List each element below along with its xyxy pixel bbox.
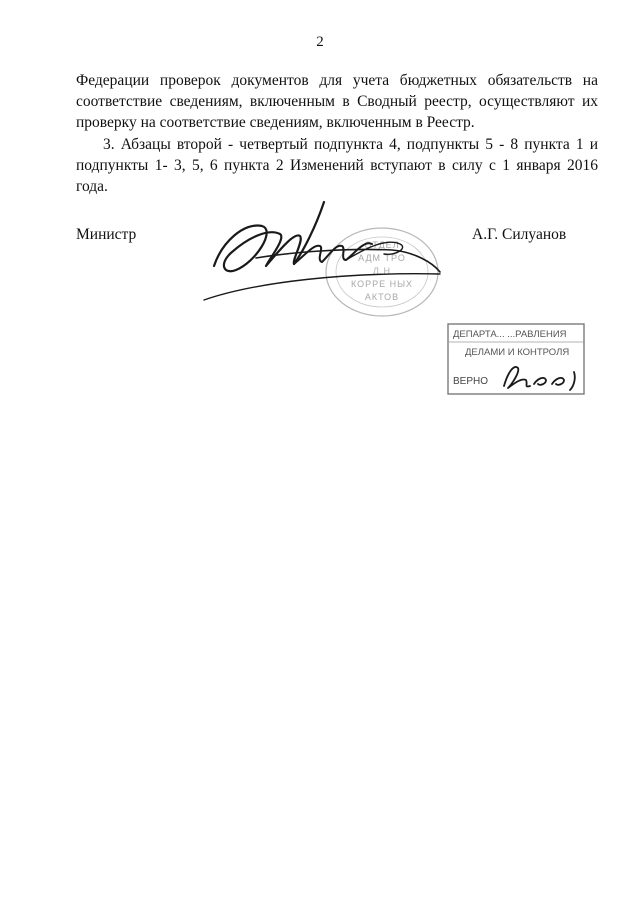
- signer-title: Министр: [76, 226, 137, 243]
- paragraph-continuation: Федерации проверок документов для учета бюджетных обязательств на соответствие сведениям, включенным в Сводный реестр, осуществляют их проверку на соответствие сведениям, включенным в Реестр.: [76, 72, 598, 131]
- svg-text:АДМ ТРО: АДМ ТРО: [358, 253, 406, 263]
- cert-stamp-line-3: ВЕРНО: [453, 376, 489, 387]
- cert-stamp-line-2: ДЕЛАМИ И КОНТРОЛЯ: [465, 347, 570, 358]
- svg-text:ОТДЕЛ: ОТДЕЛ: [364, 240, 400, 250]
- cert-stamp-line-1: ДЕПАРТА... ...РАВЛЕНИЯ: [453, 329, 567, 340]
- document-body: [76, 70, 598, 197]
- page-number: 2: [316, 34, 324, 50]
- svg-text:Л Н: Л Н: [373, 266, 391, 276]
- svg-text:КОРРЕ НЫХ: КОРРЕ НЫХ: [350, 279, 414, 289]
- paragraph-item-3: 3. Абзацы второй - четвертый подпункта 4, подпункты 5 - 8 пункта 1 и подпункты 1- 3, 5, 6 пункта 2 Изменений вступают в силу с 1 января 2016 года.: [76, 136, 598, 195]
- signer-name: А.Г. Силуанов: [472, 226, 567, 243]
- certifier-initials-signature: [498, 360, 588, 394]
- minister-signature: [196, 188, 456, 308]
- svg-text:АКТОВ: АКТОВ: [364, 292, 400, 302]
